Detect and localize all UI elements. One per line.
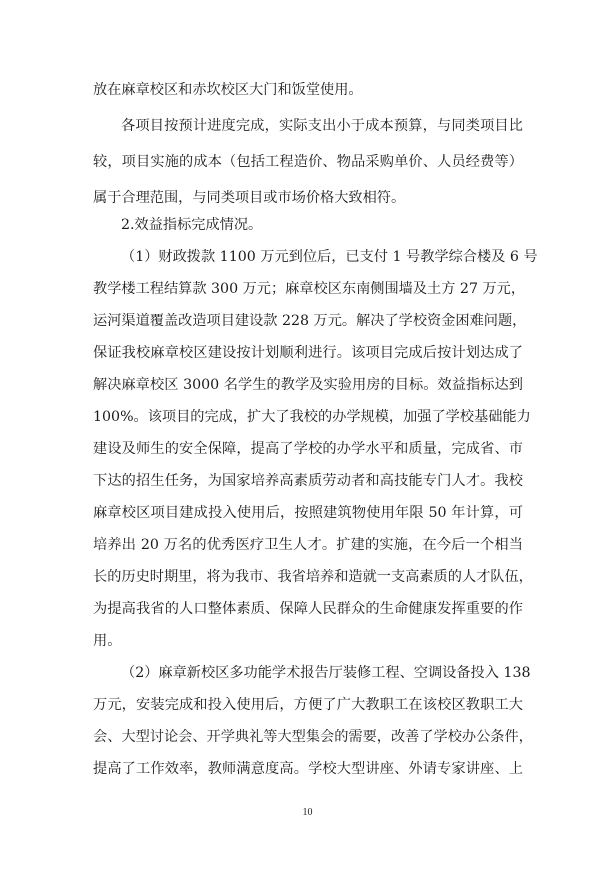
paragraph-line: 下达的招生任务，为国家培养高素质劳动者和高技能专门人才。我校 <box>93 473 523 489</box>
paragraph-line: 为提高我省的人口整体素质、保障人民群众的生命健康发挥重要的作 <box>93 601 523 617</box>
paragraph-line: 教学楼工程结算款 300 万元；麻章校区东南侧围墙及土方 27 万元， <box>93 281 526 297</box>
paragraph-line: 长的历史时期里，将为我市、我省培养和造就一支高素质的人才队伍， <box>93 569 533 585</box>
paragraph-line: 解决麻章校区 3000 名学生的教学及实验用房的目标。效益指标达到 <box>93 377 523 393</box>
paragraph-line: 保证我校麻章校区建设按计划顺利进行。该项目完成后按计划达成了 <box>93 345 523 361</box>
paragraph-line: 建设及师生的安全保障，提高了学校的办学水平和质量，完成省、市 <box>93 441 523 457</box>
paragraph-line: 培养出 20 万名的优秀医疗卫生人才。扩建的实施，在今后一个相当 <box>93 537 523 553</box>
paragraph-line: 运河渠道覆盖改造项目建设款 228 万元。解决了学校资金困难问题， <box>93 313 527 329</box>
paragraph-line: 麻章校区项目建成投入使用后，按照建筑物使用年限 50 年计算，可 <box>93 505 523 521</box>
paragraph-line: 万元，安装完成和投入使用后，方便了广大教职工在该校区教职工大 <box>93 697 523 713</box>
paragraph-line: 放在麻章校区和赤坎校区大门和饭堂使用。 <box>93 82 363 98</box>
paragraph-line: （1）财政拨款 1100 万元到位后，已支付 1 号教学综合楼及 6 号 <box>121 249 538 265</box>
paragraph-line: 100%。该项目的完成，扩大了我校的办学规模，加强了学校基础能力 <box>93 409 531 425</box>
section-heading: 2.效益指标完成情况。 <box>121 217 263 233</box>
paragraph-line: 会、大型讨论会、开学典礼等大型集会的需要，改善了学校办公条件， <box>93 729 533 745</box>
paragraph-line: 各项目按预计进度完成，实际支出小于成本预算，与同类项目比 <box>121 118 523 134</box>
paragraph-line: 提高了工作效率，教师满意度高。学校大型讲座、外请专家讲座、上 <box>93 761 523 777</box>
paragraph-line: （2）麻章新校区多功能学术报告厅装修工程、空调设备投入 138 <box>121 665 531 681</box>
paragraph-line: 较，项目实施的成本（包括工程造价、物品采购单价、人员经费等） <box>93 154 523 170</box>
page-number: 10 <box>302 807 313 818</box>
paragraph-line: 属于合理范围，与同类项目或市场价格大致相符。 <box>93 190 406 206</box>
paragraph-line: 用。 <box>93 633 122 649</box>
